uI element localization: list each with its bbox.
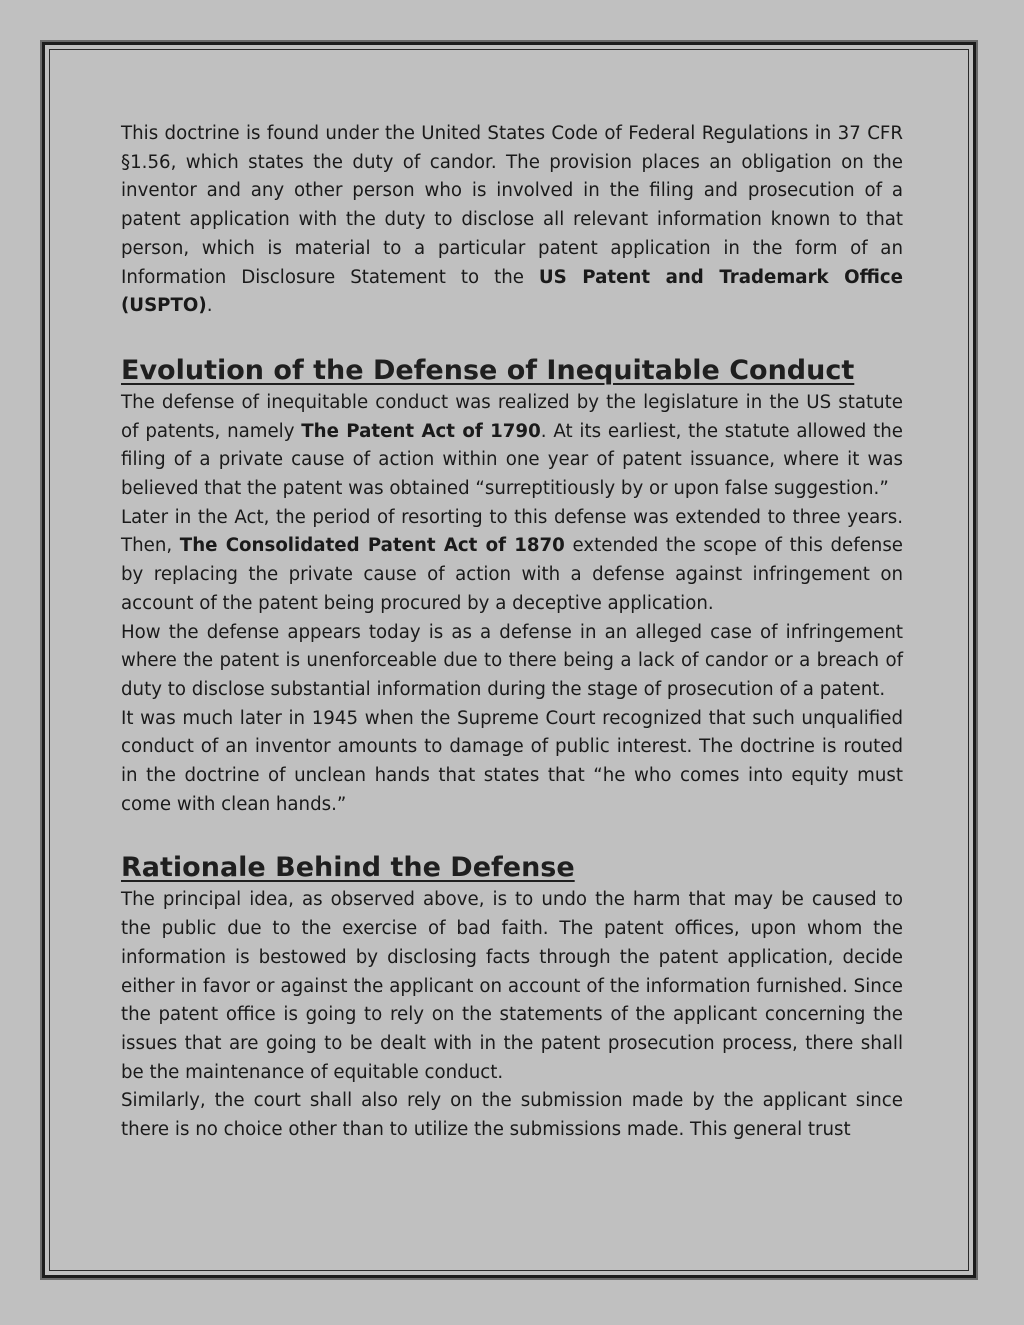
consolidated-patent-act-bold: The Consolidated Patent Act of 1870 [179,535,565,557]
evolution-paragraph-1 [121,389,903,504]
document-body [121,120,903,1145]
evolution-p2-text: Later in the Act, the period of resorting to this defense was extended to three years. Then, [121,506,903,557]
evolution-p1-text-end: . At its earliest, the statute allowed the filing of a private cause of action within one year of patent issuance, where it was believed that the patent was obtained “surreptitiously by or upon false suggestion.” [121,420,903,500]
evolution-p1-text: The defense of inequitable conduct was realized by the legislature in the US statute of patents, namely [121,391,903,442]
intro-text: This doctrine is found under the United States Code of Federal Regulations in 37 CFR §1.56, which states the duty of candor. The provision places an obligation on the inventor and any other person who is involved in the filing and prosecution of a patent application with the duty to disclose all relevant information known to that person, which is material to a particular patent application in the form of an Information Disclosure Statement to the [121,123,903,288]
intro-text-end: . [206,295,213,317]
evolution-paragraph-3: How the defense appears today is as a defense in an alleged case of infringement where the patent is unenforceable due to there being a lack of candor or a breach of duty to disclose substantial information during the stage of prosecution of a patent. [121,621,903,700]
section-heading-rationale: Rationale Behind the Defense [121,852,575,884]
patent-act-1790-bold: The Patent Act of 1790 [301,420,541,442]
evolution-paragraph-4: It was much later in 1945 when the Supreme Court recognized that such unqualified conduct of an inventor amounts to damage of public interest. The doctrine is routed in the doctrine of unclean hands that states that “he who comes into equity must come with clean hands.” [121,707,903,815]
section-heading-evolution: Evolution of the Defense of Inequitable Conduct [121,354,855,386]
uspto-bold-text: US Patent and Trademark Office (USPTO) [121,266,904,317]
rationale-paragraph-2: Similarly, the court shall also rely on the submission made by the applicant since there is no choice other than to utilize the submissions made. This general trust [121,1090,903,1141]
rationale-paragraph-1: The principal idea, as observed above, is to undo the harm that may be caused to the public due to the exercise of bad faith. The patent offices, upon whom the information is bestowed by disclosing facts through the patent application, decide either in favor or against the applicant on account of the information furnished. Since the patent office is going to rely on the statements of the applicant concerning the issues that are going to be dealt with in the patent prosecution process, there shall be the maintenance of equitable conduct. [121,889,903,1083]
intro-paragraph [121,120,903,321]
evolution-paragraph-2 [121,504,903,619]
evolution-p2-text-end: extended the scope of this defense by replacing the private cause of action with a defense against infringement on account of the patent being procured by a deceptive application. [121,535,903,614]
